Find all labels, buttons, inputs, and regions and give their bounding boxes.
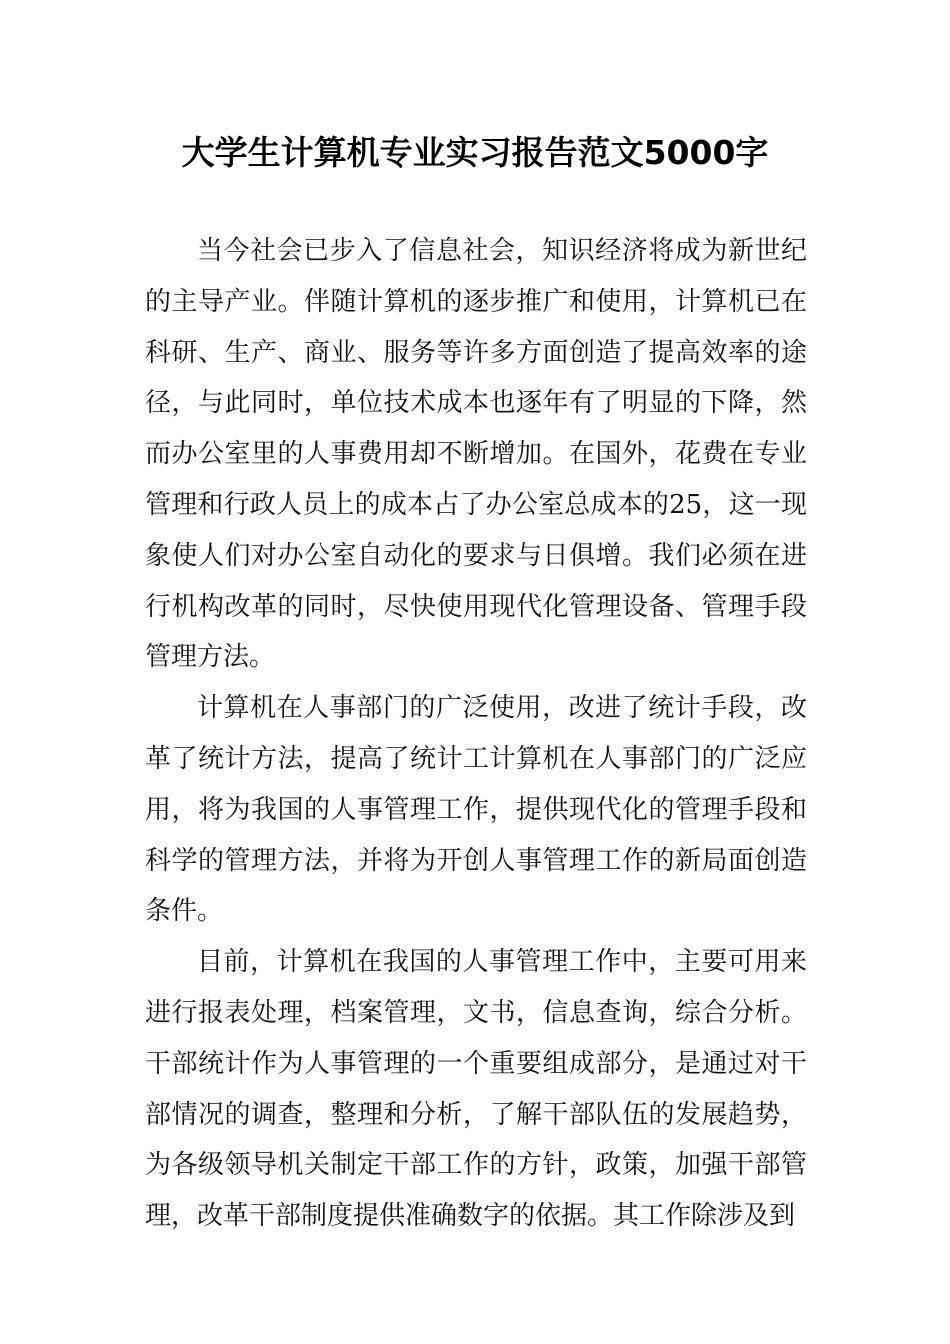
paragraph-3: 目前，计算机在我国的人事管理工作中，主要可用来进行报表处理，档案管理，文书，信息查询，综合分析。干部统计作为人事管理的一个重要组成部分，是通过对干部情况的调查，整理和分析，了解干部队伍的发展趋势，为各级领导机关制定干部工作的方针，政策，加强干部管理，改革干部制度提供准确数字的依据。其工作除涉及到 <box>145 947 807 1232</box>
paragraph-2: 计算机在人事部门的广泛使用，改进了统计手段，改革了统计方法，提高了统计工计算机在人事部门的广泛应用，将为我国的人事管理工作，提供现代化的管理手段和科学的管理方法，并将为开创人事管理工作的新局面创造条件。 <box>145 693 807 927</box>
document-title: 大学生计算机专业实习报告范文5000字 <box>181 133 769 172</box>
document-body <box>145 226 807 1242</box>
paragraph-1: 当今社会已步入了信息社会，知识经济将成为新世纪的主导产业。伴随计算机的逐步推广和使用，计算机已在科研、生产、商业、服务等许多方面创造了提高效率的途径，与此同时，单位技术成本也逐年有了明显的下降，然而办公室里的人事费用却不断增加。在国外，花费在专业管理和行政人员上的成本占了办公室总成本的25，这一现象使人们对办公室自动化的要求与日俱增。我们必须在进行机构改革的同时，尽快使用现代化管理设备、管理手段管理方法。 <box>145 236 807 673</box>
